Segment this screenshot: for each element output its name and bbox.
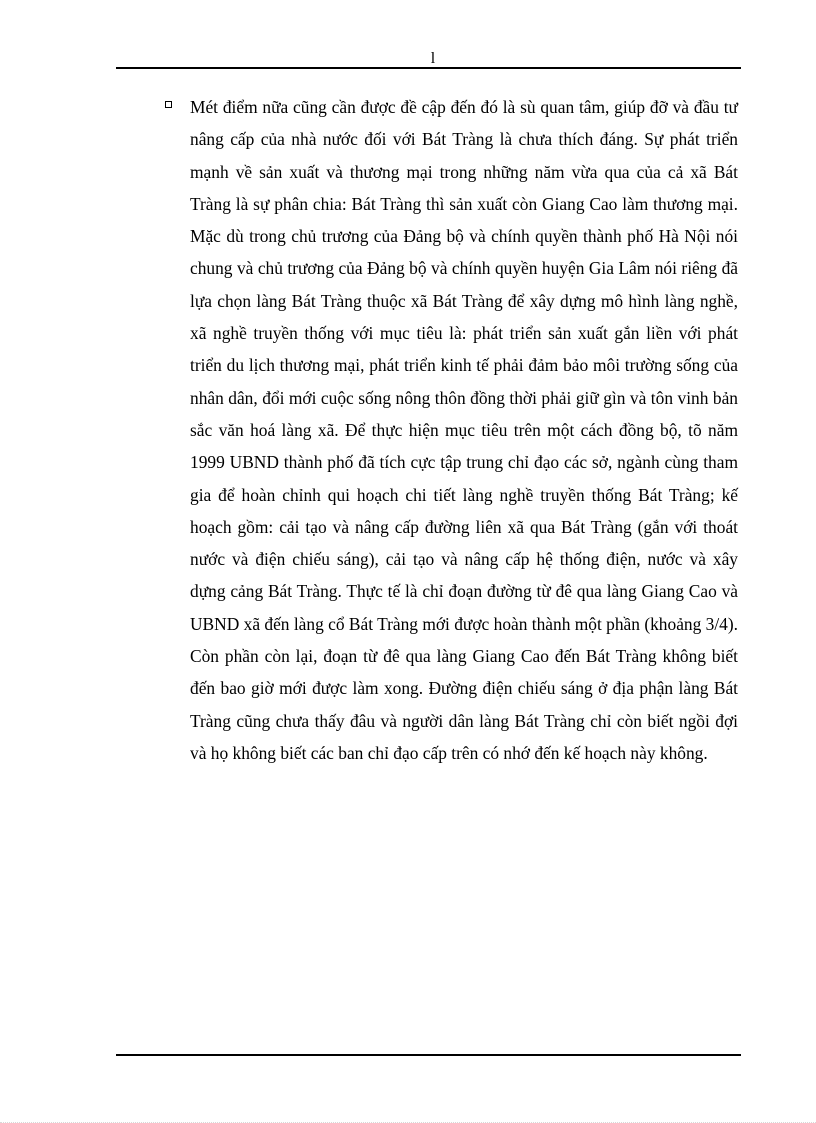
page-number: l [430, 50, 436, 67]
header-rule [116, 67, 741, 69]
body-paragraph: Mét điểm nữa cũng cần được đề cập đến đó là sù quan tâm, giúp đỡ và đầu tư nâng cấp của nhà nước đối với Bát Tràng là chưa thích đáng. Sự phát triển mạnh về sản xuất và thương mại trong những năm vừa qua của cả xã Bát Tràng là sự phân chia: Bát Tràng thì sản xuất còn Giang Cao làm thương mại. Mặc dù trong chủ trương của Đảng bộ và chính quyền thành phố Hà Nội nói chung và chủ trương của Đảng bộ và chính quyền huyện Gia Lâm nói riêng đã lựa chọn làng Bát Tràng thuộc xã Bát Tràng để xây dựng mô hình làng nghề, xã nghề truyền thống với mục tiêu là: phát triển sản xuất gắn liền với phát triển du lịch thương mại, phát triển kinh tế phải đảm bảo môi trường sống của nhân dân, đổi mới cuộc sống nông thôn đồng thời phải giữ gìn và tôn vinh bản sắc văn hoá làng xã. Để thực hiện mục tiêu trên một cách đồng bộ, tõ năm 1999 UBND thành phố đã tích cực tập trung chỉ đạo các sở, ngành cùng tham gia để hoàn chỉnh qui hoạch chi tiết làng nghề truyền thống Bát Tràng; kế hoạch gồm: cải tạo và nâng cấp đường liên xã qua Bát Tràng (gắn với thoát nước và điện chiếu sáng), cải tạo và nâng cấp hệ thống điện, nước và xây dựng cảng Bát Tràng. Thực tế là chỉ đoạn đường từ đê qua làng Giang Cao và UBND xã đến làng cổ Bát Tràng mới được hoàn thành một phần (khoảng 3/4). Còn phần còn lại, đoạn từ đê qua làng Giang Cao đến Bát Tràng không biết đến bao giờ mới được làm xong. Đường điện chiếu sáng ở địa phận làng Bát Tràng cũng chưa thấy đâu và người dân làng Bát Tràng chỉ còn biết ngồi đợi và họ không biết các ban chỉ đạo cấp trên có nhớ đến kế hoạch này không. [190, 97, 739, 763]
footer-rule [116, 1054, 741, 1056]
square-bullet-icon [165, 101, 172, 108]
